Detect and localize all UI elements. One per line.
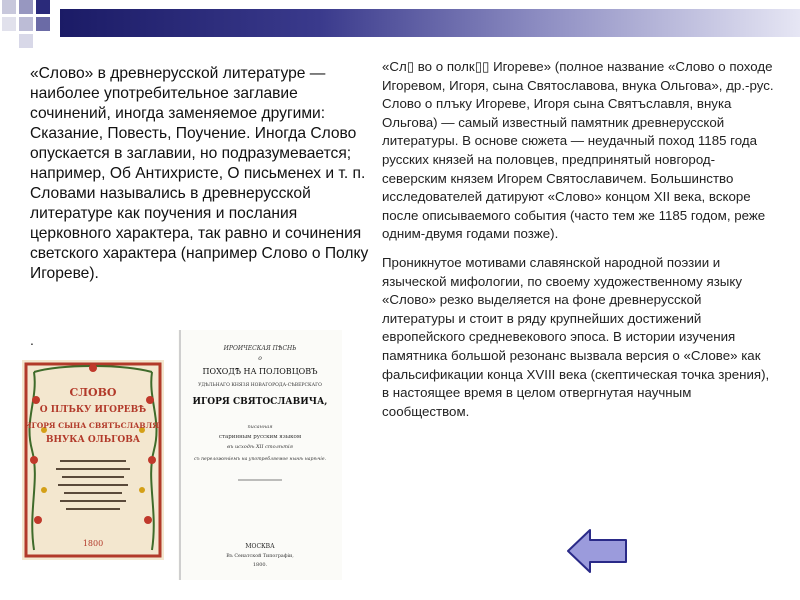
decor-square xyxy=(19,34,33,48)
decor-square xyxy=(36,0,50,14)
left-arrow-icon[interactable] xyxy=(566,528,628,574)
right-paragraph-1: «Сл▯ во о полк▯▯ Игореве» (полное название «Слово о походе Игоревом, Игоря, сына Святославова, внука Ольгова», др.-рус. Слово о плъку Игореве, Игоря сына Святъславля, внука Ольгова) — самый известный памятник древнерусской литературы. В основе сюжета — неудачный поход 1185 года русских князей на половцев, предпринятый новгород-северским князем Игорем Святославичем. Большинство исследователей датируют «Слово» концом XII века, вскоре после описываемого события (часто тем же 1185 годом, реже одним-двумя годами позже). xyxy=(382,59,774,242)
book2-line: о xyxy=(258,355,262,362)
book2-line: УДѢЛЬНАГО КНЯЗЯ НОВАГОРОДА-СѢВЕРСКАГО xyxy=(198,383,322,388)
title-page-image xyxy=(178,330,342,580)
bullet-dot: . xyxy=(30,332,34,348)
book1-title-line: ИГОРЯ СЫНА СВЯТЪСЛАВЛЯ, xyxy=(24,421,162,430)
book1-year: 1800 xyxy=(82,539,104,548)
right-paragraph-2: Проникнутое мотивами славянской народной поэзии и языческой мифологии, по своему художественному языку «Слово» резко выделяется на фоне древнерусской литературы и стоит в ряду крупнейших достижений европейского средневекового эпоса. В истории изучения памятника большой резонанс вызвала версия о «Слове» как фальсификации конца XVIII века (скептическая точка зрения), в настоящее время в целом отвергнутая научным сообществом. xyxy=(382,254,770,419)
left-paragraph: «Слово» в древнерусской литературе — наиболее употребительное заглавие сочинений, иногда заменяемое другими: Сказание, Повесть, Поучение. Иногда Слово опускается в заглавии, но подразумевается; например, Об Антихристе, О письменех и т. п. Словами назывались в древнерусской литературе как поучения и послания церковного характера, так равно и сочинения светского характера (например Слово о Полку Игореве). xyxy=(30,65,369,282)
book2-line: въ исходѣ XII столѣтія xyxy=(227,444,293,450)
title-bar-decoration xyxy=(0,0,800,44)
gradient-bar xyxy=(60,9,800,37)
book2-line: ПОХОДѢ НА ПОЛОВЦОВЪ xyxy=(202,367,318,376)
decor-square xyxy=(19,17,33,31)
decor-square xyxy=(19,0,33,14)
decor-square xyxy=(2,17,16,31)
right-column xyxy=(382,58,776,431)
book2-line: старинным русским языком xyxy=(218,434,302,440)
book1-title-line: О ПЛЪКУ ИГОРЕВѢ xyxy=(39,405,147,415)
book2-printer: Въ Сенатской Типографіи, xyxy=(226,554,294,559)
book-cover-image xyxy=(22,360,164,560)
book2-city: МОСКВА xyxy=(245,543,275,550)
book2-line: ИРОИЧЕСКАЯ ПѢСНЬ xyxy=(223,345,297,352)
decor-square xyxy=(36,17,50,31)
book2-year: 1800. xyxy=(252,562,268,568)
book2-line: писанная xyxy=(247,424,273,430)
book1-title-line: ВНУКА ОЛЬГОВА xyxy=(45,435,141,445)
decor-square xyxy=(2,0,16,14)
book2-line: ИГОРЯ СВЯТОСЛАВИЧА, xyxy=(192,397,328,407)
book1-title-line: СЛОВО xyxy=(69,386,117,399)
book2-line: съ переложеніемъ на употребляемое нынѣ нарѣчіе. xyxy=(193,457,327,462)
